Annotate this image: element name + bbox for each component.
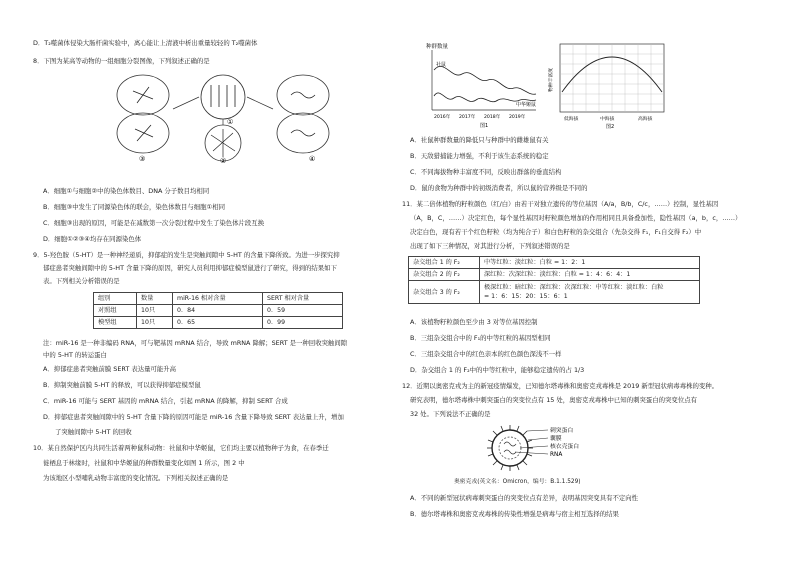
figure-1-chart xyxy=(424,40,542,128)
q11-stem-line2: （A，B，C，……）决定红色，每个显性基因对籽粒颜色增加的作用相同且具备叠加性，隐性基因（a，b，c，……） xyxy=(410,214,742,222)
q11-stem-line3: 决定白色，现有若干个红色籽粒（均为纯合子）和白色籽粒的杂交组合（先杂交得 F₁，F₁自交得 F₂）中 xyxy=(410,228,702,236)
fig-label-1: ① xyxy=(227,118,234,126)
table-cell: 0．65 xyxy=(173,317,263,329)
q8-option-b: B．细胞③中发生了同源染色体的联会，染色体数目与细胞①相同 xyxy=(43,203,225,211)
series-label-1: 社鼠 xyxy=(436,62,447,68)
q10-stem-line1: 10．某自然保护区内共同生活着两种鼠科动物：社鼠和中华姬鼠，它们均主要以植物种子为食，在春季迁 xyxy=(33,444,329,452)
label-envelope: 囊膜 xyxy=(550,436,562,442)
table-cell: 杂交组合 2 的 F₂ xyxy=(409,269,480,281)
fig-label-3: ③ xyxy=(139,155,146,163)
fig-label-2: ② xyxy=(220,157,227,163)
table-cell: 10只 xyxy=(137,305,173,317)
q11-stem-line4: 出现了如下三种情况，对其进行分析，下列叙述错误的是 xyxy=(410,242,570,250)
q9-stem-line2: 郁症患者突触间隙中的 5-HT 含量下降的原因，研究人员利用抑郁症模型鼠进行了研究，得到的结果如下 xyxy=(43,264,337,272)
figure-2-chart xyxy=(548,40,668,130)
label-spike: 刺突蛋白 xyxy=(550,428,574,434)
q9-option-d: D．抑郁症患者突触间隙中的 5-HT 含量下降的原因可能是 miR-16 含量下降导致 SERT 表达量上升，增加 xyxy=(43,413,344,421)
cell-4 xyxy=(277,75,329,163)
table-header-cell: SERT 相对含量 xyxy=(263,293,343,305)
q9-option-b: B．抑制突触前膜 5-HT 的释放，可以获得抑郁症模型鼠 xyxy=(43,381,201,389)
rna-strand xyxy=(504,442,516,454)
series-line-1 xyxy=(434,66,536,94)
q8-option-c: C．细胞③出现的原因，可能是在减数第一次分裂过程中发生了染色体片段互换 xyxy=(43,219,265,227)
q12-stem-line1: 12．近期以奥密克戎为主的新冠疫情爆发，已知德尔塔毒株和奥密克戎毒株是 2019 新型冠状病毒毒株的变种。 xyxy=(402,382,719,390)
fig2-caption: 图2 xyxy=(606,124,615,130)
q12-stem-line3: 32 处。下列说法不正确的是 xyxy=(410,410,491,418)
q11-stem-line1: 11．某二倍体植物的籽粒颜色（红/白）由若干对独立遗传的等位基因（A/a，B/b，C/c，……）控制，显性基因 xyxy=(402,200,719,208)
q10-stem-line2: 徙栖息于林缘时，社鼠和中华姬鼠的种群数量变化如图 1 所示，图 2 中 xyxy=(43,459,245,467)
table-cell: 10只 xyxy=(137,317,173,329)
q7-option-d: D．T₂噬菌体侵染大肠杆菌实验中，离心能让上清液中析出重量较轻的 T₂噬菌体 xyxy=(33,39,258,47)
fig1-ylabel: 种群数量 xyxy=(426,44,449,50)
q9-stem-line3: 表。下列相关分析错误的是 xyxy=(43,277,120,285)
table-cell: 中等红粒：淡红粒：白粒 = 1：2：1 xyxy=(480,257,700,269)
fig2-ylabel: 物种丰富度 xyxy=(549,68,554,92)
fig2-xtick: 低海拔 xyxy=(564,117,579,122)
table-header-cell: 数量 xyxy=(137,293,173,305)
table-cell: 模型组 xyxy=(94,317,137,329)
fig1-xtick: 2017年 xyxy=(459,115,476,120)
q9-option-a: A．抑郁症患者突触前膜 SERT 表达量可能升高 xyxy=(43,365,177,373)
cell-2 xyxy=(205,125,241,163)
spike-proteins xyxy=(487,425,533,471)
table-cell: 深红粒：次深红粒：淡红粒：白粒 = 1：4：6：4：1 xyxy=(480,269,700,281)
q11-option-a: A．该植物籽粒颜色至少由 3 对等位基因控制 xyxy=(410,318,538,326)
table-header-cell: miR-16 相对含量 xyxy=(173,293,263,305)
q12-stem-line2: 研究表明，德尔塔毒株中刺突蛋白的突变位点有 15 处，奥密克戎毒株中已知的刺突蛋白的突变位点有 xyxy=(410,396,697,404)
nucleocapsid-ring xyxy=(499,437,521,459)
table-cell: 0．59 xyxy=(263,305,343,317)
fig2-xtick: 高海拔 xyxy=(638,117,653,122)
table-row xyxy=(409,269,700,281)
q10-option-b: B．天敌猎捕能力增强，不利于该生态系统的稳定 xyxy=(410,152,549,160)
table-cell: 极深红粒：暗红粒：深红粒：次深红粒：中等红粒：淡红粒：白粒 = 1：6：15：20：15：6：1 xyxy=(480,281,700,304)
q9-stem-line1: 9．5-羟色胺（5-HT）是一种神经递质，抑郁症的发生是突触间隙中 5-HT 的含量下降所致。为进一步探究抑 xyxy=(33,251,340,259)
fig1-xtick: 2018年 xyxy=(484,115,501,120)
label-nucleocapsid: 核衣壳蛋白 xyxy=(550,444,579,450)
table-row xyxy=(94,317,343,329)
q11-option-d: D．杂交组合 1 的 F₂中的中等红粒中，能够稳定遗传的占 1/3 xyxy=(410,366,585,374)
table-row xyxy=(94,305,343,317)
q12-option-b: B．德尔塔毒株和奥密克戎毒株的传染性增强是病毒与宿主相互选择的结果 xyxy=(410,510,619,518)
fig1-xtick: 2016年 xyxy=(434,115,451,120)
q9-note-line2: 中的 5-HT 的转运蛋白 xyxy=(43,351,107,359)
q10-option-d: D．鼠的食物为种群中的初级消费者，所以鼠的营养级是不同的 xyxy=(410,184,588,192)
table-cell: 0．99 xyxy=(263,317,343,329)
q8-option-a: A．细胞①与细胞②中的染色体数目、DNA 分子数目均相同 xyxy=(43,187,210,195)
q9-note-line1: 注：miR-16 是一种非编码 RNA，可与靶基因 mRNA 结合，导致 mRNA 降解；SERT 是一种回收突触间隙 xyxy=(43,339,348,347)
fig-label-4: ④ xyxy=(309,155,316,163)
q9-table xyxy=(93,292,343,329)
cell-division-figure xyxy=(113,73,333,163)
table-row xyxy=(409,281,700,304)
table-header-row xyxy=(94,293,343,305)
q8-option-d: D．细胞①②③④均存在同源染色体 xyxy=(43,235,142,243)
fig1-caption: 图1 xyxy=(480,123,489,128)
cell-3 xyxy=(117,75,169,163)
fig1-xtick: 2019年 xyxy=(509,115,526,120)
q11-option-c: C．三组杂交组合中的红色亲本的红色颜色深浅不一样 xyxy=(410,350,562,358)
q11-table xyxy=(408,256,700,304)
q8-stem: 8．下图为某高等动物的一组细胞分裂图像，下列叙述正确的是 xyxy=(33,57,210,65)
fig2-xtick: 中海拔 xyxy=(600,117,615,122)
table-cell: 杂交组合 1 的 F₂ xyxy=(409,257,480,269)
table-row xyxy=(409,257,700,269)
virus-caption: 奥密克戎(英文名：Omicron，编号：B.1.1.529) xyxy=(454,479,581,485)
label-rna: RNA xyxy=(550,452,563,458)
q10-option-a: A．社鼠种群数量的降低只与种群中的雌雄鼠有关 xyxy=(410,136,549,144)
table-header-cell: 组别 xyxy=(94,293,137,305)
q9-option-c: C．miR-16 可能与 SERT 基因的 mRNA 结合，引起 mRNA 的降解，抑制 SERT 合成 xyxy=(43,397,288,405)
table-cell: 杂交组合 3 的 F₂ xyxy=(409,281,480,304)
series-line-2 xyxy=(434,93,536,102)
q10-stem-line3: 为该地区小型哺乳动物丰富度的变化情况。下列相关叙述正确的是 xyxy=(43,474,229,482)
q9-option-d-cont: 了突触间隙中 5-HT 的回收 xyxy=(55,428,132,436)
series-label-2: 中华姬鼠 xyxy=(516,102,537,108)
table-cell: 0．84 xyxy=(173,305,263,317)
table-cell: 对照组 xyxy=(94,305,137,317)
q12-option-a: A．不同的新型冠状病毒刺突蛋白的突变位点有差异，表明基因突变具有不定向性 xyxy=(410,494,639,502)
q10-option-c: C．不同海拔物种丰富度不同，反映出群落的垂直结构 xyxy=(410,168,562,176)
cell-1 xyxy=(201,75,245,126)
q11-option-b: B．三组杂交组合中的 F₁的中等红粒的基因型相同 xyxy=(410,334,551,342)
fig2-grid xyxy=(560,44,664,112)
omicron-virus-diagram xyxy=(480,422,620,476)
